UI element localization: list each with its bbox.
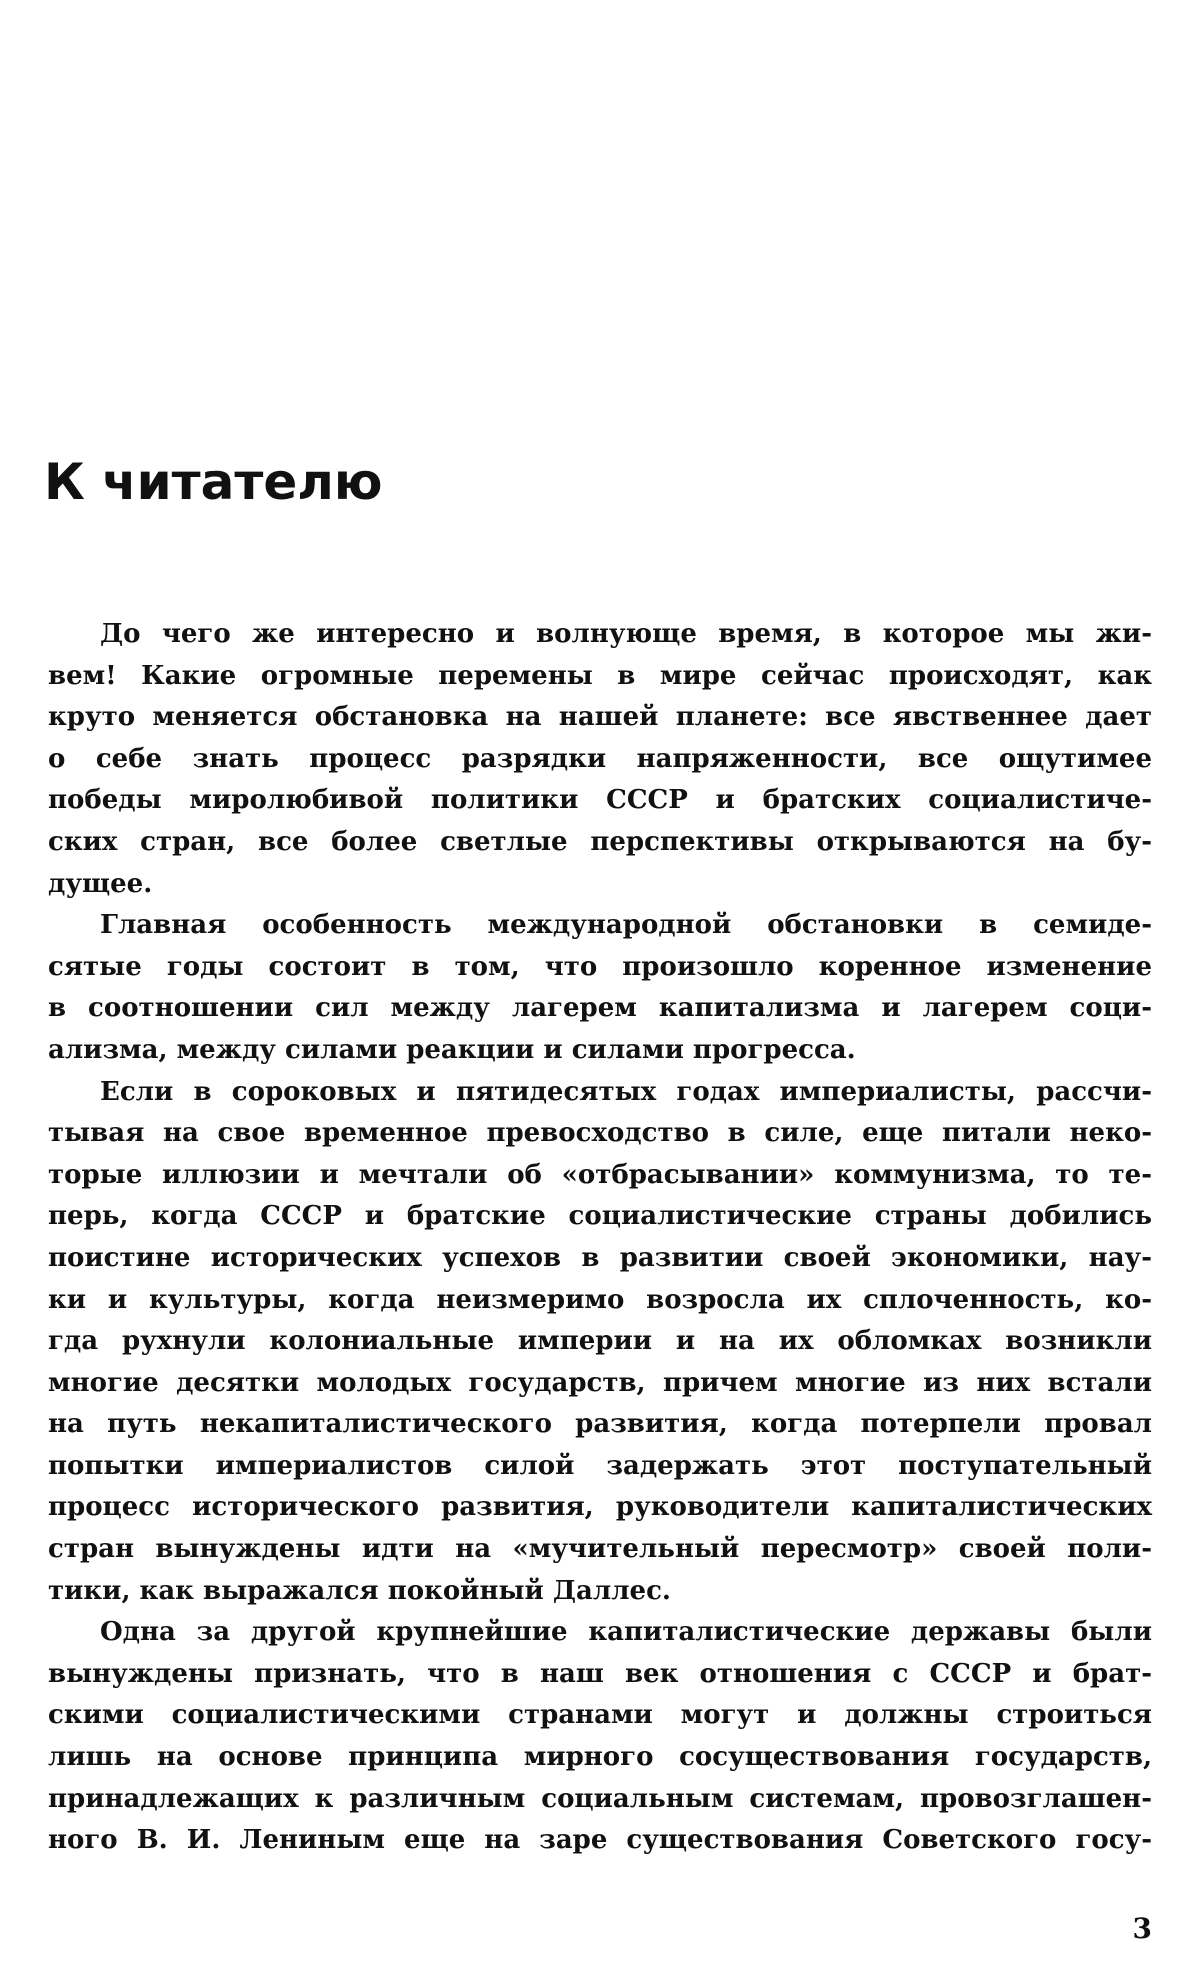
page-number: 3 xyxy=(1132,1912,1152,1945)
paragraph xyxy=(48,614,1152,905)
text-line: вынуждены признать, что в наш век отношения с СССР и брат- xyxy=(48,1658,1152,1689)
text-line: многие десятки молодых государств, причем многие из них встали xyxy=(48,1367,1152,1398)
text-line: принадлежащих к различным социальным системам, провозглашен- xyxy=(48,1783,1152,1814)
text-line: ализма, между силами реакции и силами прогресса. xyxy=(48,1034,856,1065)
text-line: стран вынуждены идти на «мучительный пересмотр» своей поли- xyxy=(48,1534,1152,1565)
text-line: процесс исторического развития, руководители капиталистических xyxy=(48,1492,1152,1523)
text-line: круто меняется обстановка на нашей планете: все явственнее дает xyxy=(48,702,1152,733)
text-line: попытки империалистов силой задержать этот поступательный xyxy=(48,1450,1152,1481)
text-line: вем! Какие огромные перемены в мире сейчас происходят, как xyxy=(48,660,1152,691)
chapter-heading: К читателю xyxy=(44,453,383,511)
text-line: в соотношении сил между лагерем капитализма и лагерем соци- xyxy=(48,993,1152,1024)
text-line: гда рухнули колониальные империи и на их обломках возникли xyxy=(48,1326,1152,1357)
text-line: ки и культуры, когда неизмеримо возросла их сплоченность, ко- xyxy=(48,1284,1152,1315)
text-line: Главная особенность международной обстановки в семиде- xyxy=(100,910,1152,941)
text-line: победы миролюбивой политики СССР и братских социалистиче- xyxy=(48,785,1152,816)
text-line: тики, как выражался покойный Даллес. xyxy=(48,1575,671,1606)
text-line: Одна за другой крупнейшие капиталистические державы были xyxy=(100,1617,1152,1648)
text-line: ного В. И. Лениным еще на заре существования Советского госу- xyxy=(48,1825,1152,1856)
text-line: тывая на свое временное превосходство в силе, еще питали неко- xyxy=(48,1118,1152,1149)
text-line: на путь некапиталистического развития, когда потерпели провал xyxy=(48,1409,1152,1440)
text-line: ских стран, все более светлые перспективы открываются на бу- xyxy=(48,826,1152,857)
text-line: скими социалистическими странами могут и должны строиться xyxy=(48,1700,1152,1731)
text-line: дущее. xyxy=(48,868,153,899)
text-line: Если в сороковых и пятидесятых годах империалисты, рассчи- xyxy=(100,1076,1152,1107)
body-text xyxy=(48,614,1152,1862)
text-line: перь, когда СССР и братские социалистические страны добились xyxy=(48,1201,1152,1232)
text-line: поистине исторических успехов в развитии своей экономики, нау- xyxy=(48,1242,1152,1273)
text-line: До чего же интересно и волнующе время, в которое мы жи- xyxy=(100,619,1152,649)
paragraph xyxy=(48,905,1152,1071)
paragraph xyxy=(48,1612,1152,1862)
text-line: сятые годы состоит в том, что произошло коренное изменение xyxy=(48,951,1152,982)
text-line: о себе знать процесс разрядки напряженности, все ощутимее xyxy=(48,743,1152,774)
text-line: торые иллюзии и мечтали об «отбрасывании» коммунизма, то те- xyxy=(48,1159,1152,1190)
paragraph xyxy=(48,1072,1152,1613)
text-line: лишь на основе принципа мирного сосуществования государств, xyxy=(48,1742,1152,1773)
